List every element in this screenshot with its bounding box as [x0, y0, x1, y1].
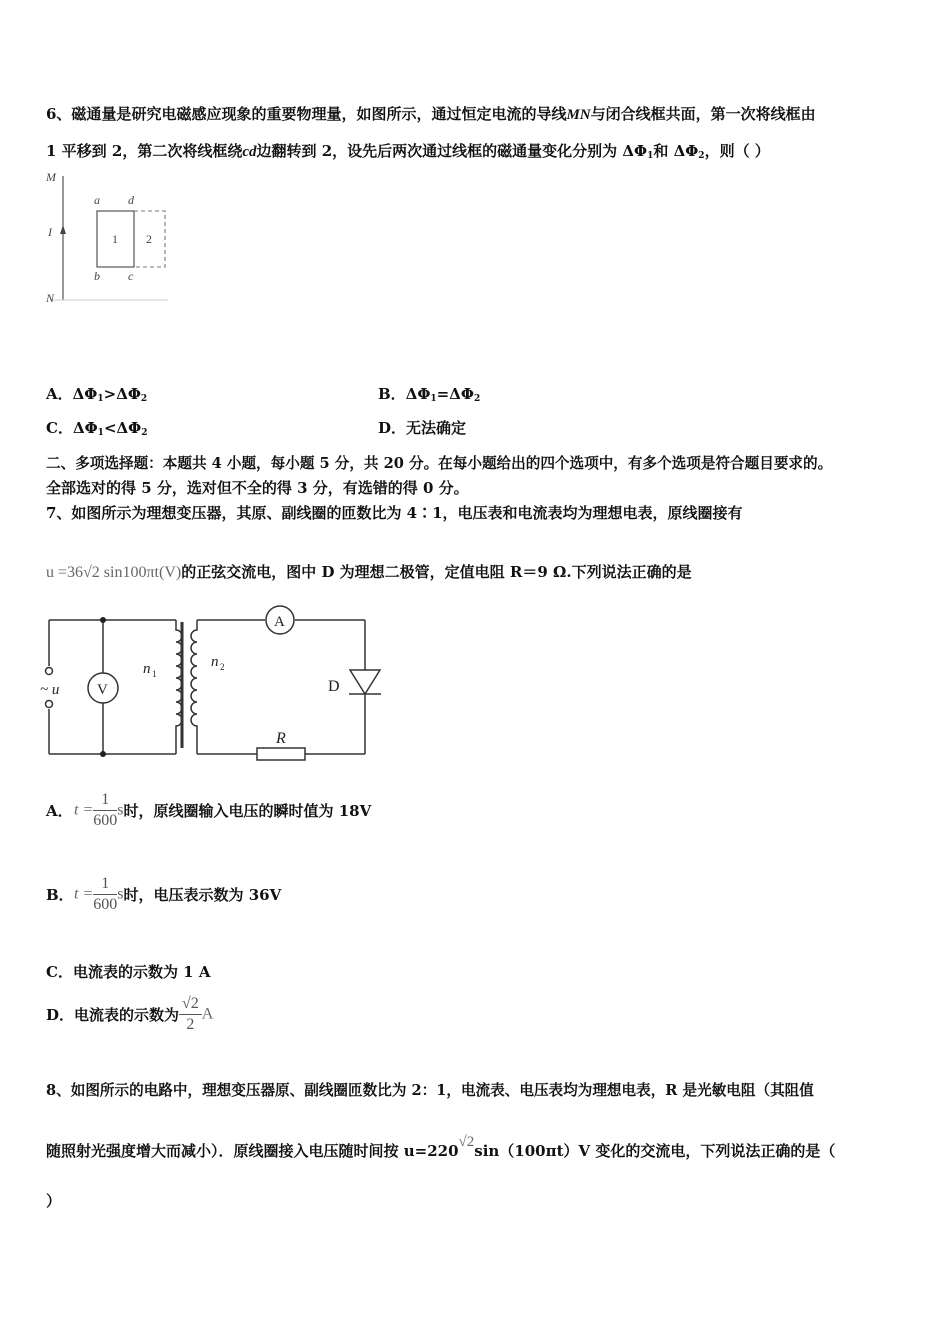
option-text: <ΔΦ: [103, 419, 142, 437]
label-b: b: [94, 269, 100, 283]
diode-label: D: [328, 678, 340, 695]
option-math: A: [201, 1005, 214, 1023]
label-2: 2: [146, 232, 152, 246]
q6-text: 边翻转到 2，设先后两次通过线框的磁通量变化分别为 ΔΦ: [256, 142, 648, 160]
q6-mn: MN: [566, 107, 591, 123]
label-d: d: [128, 193, 134, 207]
label-c: c: [128, 269, 134, 283]
option-math: t =: [74, 885, 94, 903]
q6-option-b: [378, 383, 480, 404]
n2-label: n: [211, 654, 219, 670]
source-label: ~ u: [40, 682, 60, 698]
option-key: A．: [46, 802, 73, 820]
n1-label: n: [143, 661, 151, 677]
q8-text: sin（100πt）V 变化的交流电，下列说法正确的是（: [474, 1142, 836, 1160]
denominator: 600: [93, 812, 118, 829]
q6-text: 与闭合线框共面，第一次将线框由: [590, 105, 816, 123]
q8-text: 随照射光强度增大而减小）．原线圈接入电压随时间按 u=220: [46, 1142, 459, 1160]
q7-option-a: [46, 790, 371, 831]
q6-option-d: [378, 417, 466, 438]
section2-line2: 全部选对的得 5 分，选对但不全的得 3 分，有选错的得 0 分。: [46, 479, 469, 497]
q7-circuit: [40, 602, 400, 767]
q6-option-a: [46, 383, 147, 404]
q7-formula: u =36√2 sin100πt(V): [46, 564, 182, 581]
q6-cd: cd: [242, 144, 257, 160]
ammeter-label: A: [274, 614, 285, 630]
label-M: M: [46, 170, 56, 184]
voltmeter-label: V: [97, 682, 108, 698]
q7-option-b: [46, 874, 281, 915]
option-text: 无法确定: [406, 419, 467, 437]
fraction: [179, 994, 202, 1035]
subscript: 1: [430, 394, 437, 404]
option-text: ΔΦ: [72, 419, 98, 437]
q6-text: 1 平移到 2，第二次将线框绕: [46, 142, 243, 160]
option-key: B．: [378, 385, 406, 403]
section2-line1: 二、多项选择题：本题共 4 小题，每小题 5 分，共 20 分。在每小题给出的四个选项中，有多个选项是符合题目要求的。: [46, 455, 833, 472]
option-text: ΔΦ: [405, 385, 431, 403]
subscript: 1: [97, 394, 104, 404]
q6-figure: [42, 168, 177, 308]
subscript: 1: [647, 151, 654, 161]
label-a: a: [94, 193, 100, 207]
q6-option-c: [46, 417, 147, 438]
option-math: s: [117, 801, 124, 819]
q7-option-d: [46, 994, 213, 1035]
option-text: =ΔΦ: [436, 385, 474, 403]
option-key: C．: [46, 419, 73, 437]
q7-line2: [46, 561, 692, 582]
subscript: 2: [473, 394, 481, 404]
fraction: [93, 790, 117, 831]
option-text: >ΔΦ: [103, 385, 141, 403]
subscript: 2: [698, 151, 705, 161]
q6-text: 和 ΔΦ: [653, 142, 699, 160]
denominator: 600: [93, 896, 118, 913]
q8-line3: ）: [46, 1192, 62, 1210]
q7-option-c: C．电流表的示数为 1 A: [46, 963, 211, 981]
q8-line1: 8、如图所示的电路中，理想变压器原、副线圈匝数比为 2：1，电流表、电压表均为理想电表，R 是光敏电阻（其阻值: [46, 1082, 814, 1099]
q6-line1: [46, 103, 816, 124]
fraction: [93, 874, 117, 915]
resistor-label: R: [276, 730, 286, 747]
numerator: √2: [179, 994, 202, 1015]
q6-text: 6、磁通量是研究电磁感应现象的重要物理量，如图所示，通过恒定电流的导线: [46, 105, 567, 123]
q7-line1: 7、如图所示为理想变压器，其原、副线圈的匝数比为 4∶1，电压表和电流表均为理想电表，原线圈接有: [46, 504, 743, 522]
option-text: 时，电压表示数为 36V: [123, 886, 282, 904]
numerator: 1: [93, 874, 117, 895]
option-math: s: [117, 885, 124, 903]
q8-line2: [46, 1134, 836, 1161]
q6-text: ，则（ ）: [704, 142, 770, 160]
label-1: 1: [112, 232, 118, 246]
q6-line2: [46, 140, 770, 161]
option-key: B．: [46, 886, 74, 904]
option-text: D．电流表的示数为: [46, 1006, 180, 1024]
option-key: A．: [46, 385, 73, 403]
option-text: 时，原线圈输入电压的瞬时值为 18V: [123, 802, 372, 820]
n2-subscript: 2: [220, 662, 225, 672]
subscript: 2: [140, 394, 148, 404]
q7-text: 的正弦交流电，图中 D 为理想二极管，定值电阻 R＝9 Ω.下列说法正确的是: [181, 563, 692, 581]
label-N: N: [46, 291, 55, 305]
numerator: 1: [93, 790, 117, 811]
option-text: ΔΦ: [72, 385, 98, 403]
denominator: 2: [186, 1016, 195, 1033]
option-key: D．: [378, 419, 407, 437]
subscript: 1: [97, 428, 104, 438]
n1-subscript: 1: [152, 669, 157, 679]
q8-sqrt: √2: [458, 1134, 475, 1150]
option-math: t =: [74, 801, 94, 819]
label-I: I: [48, 225, 52, 239]
subscript: 2: [141, 428, 148, 438]
